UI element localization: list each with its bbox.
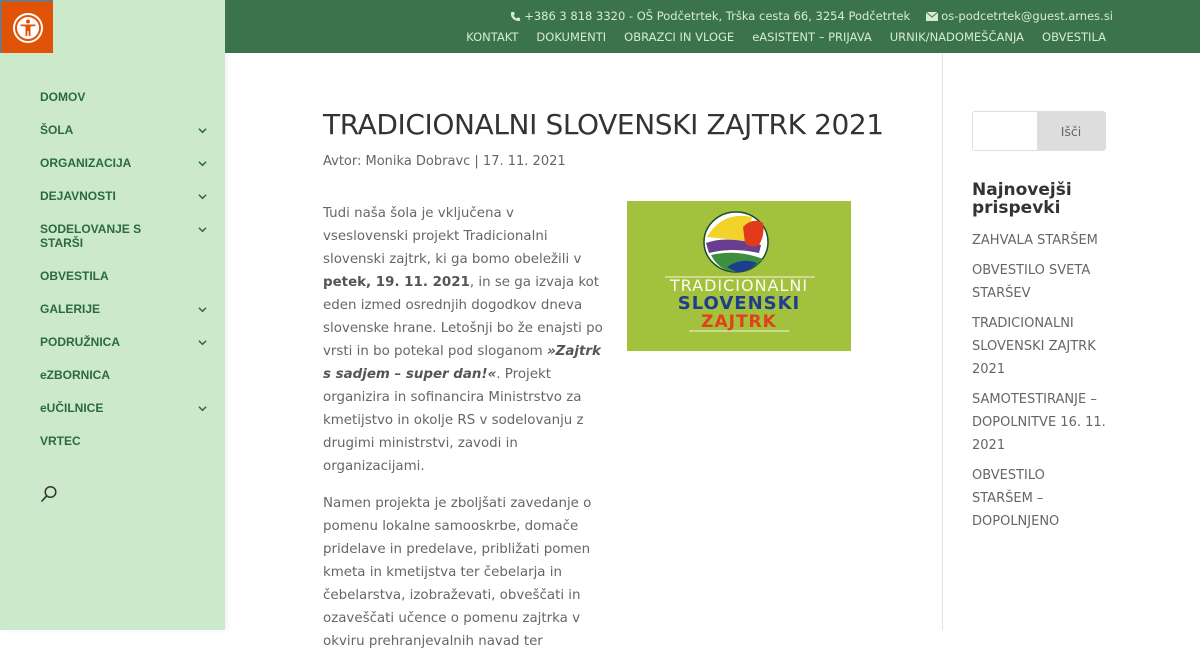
- sidebar-item-label: SODELOVANJE S STARŠI: [40, 222, 142, 250]
- chevron-down-icon[interactable]: [198, 338, 207, 347]
- top-nav-obrazci[interactable]: OBRAZCI IN VLOGE: [624, 30, 735, 44]
- chevron-down-icon[interactable]: [198, 126, 207, 135]
- text: , in se ga izvaja kot eden izmed osrednjih dogodkov dneva slovenske hrane. Letošnji bo že enajsti po vrsti in bo potekal pod sloganom: [323, 275, 603, 359]
- top-nav-dokumenti[interactable]: DOKUMENTI: [536, 30, 607, 44]
- sidebar-item-obvestila[interactable]: [40, 269, 210, 283]
- sidebar-item-label: ORGANIZACIJA: [40, 156, 132, 170]
- sidebar-item-vrtec[interactable]: [40, 434, 210, 448]
- slogan: »Zajtrk s sadjem – super dan!«: [323, 344, 601, 382]
- sidebar-item-label: eUČILNICE: [40, 401, 104, 415]
- recent-posts-list: [972, 229, 1107, 533]
- content-divider: [942, 53, 943, 630]
- post-body: [323, 202, 603, 667]
- sidebar-item-label: VRTEC: [40, 434, 81, 448]
- sidebar-item-label: PODRUŽNICA: [40, 335, 120, 349]
- sidebar-nav: [40, 90, 210, 467]
- email-icon: [926, 12, 938, 21]
- sidebar-item-label: eZBORNICA: [40, 368, 111, 382]
- text: . Projekt organizira in sofinancira Ministrstvo za kmetijstvo in okolje RS v sodelovanju z drugimi ministrstvi, zavodi in organizacijami.: [323, 367, 584, 474]
- contact-info: [510, 9, 1113, 23]
- sidebar-item-label: OBVESTILA: [40, 269, 109, 283]
- right-sidebar: [972, 111, 1107, 540]
- recent-post-link[interactable]: OBVESTILO STARŠEM – DOPOLNJENO: [972, 468, 1060, 529]
- sidebar-item-domov[interactable]: [40, 90, 210, 104]
- contact-text: +386 3 818 3320 - OŠ Podčetrtek, Trška cesta 66, 3254 Podčetrtek: [524, 9, 911, 23]
- event-date: petek, 19. 11. 2021: [323, 275, 470, 290]
- sidebar-item-sodelovanje[interactable]: [40, 222, 210, 250]
- sidebar-item-organizacija[interactable]: [40, 156, 210, 170]
- page-title: TRADICIONALNI SLOVENSKI ZAJTRK 2021: [323, 108, 884, 141]
- chevron-down-icon[interactable]: [198, 404, 207, 413]
- recent-post-link[interactable]: OBVESTILO SVETA STARŠEV: [972, 263, 1091, 301]
- sidebar-item-dejavnosti[interactable]: [40, 189, 210, 203]
- chevron-down-icon[interactable]: [198, 159, 207, 168]
- sidebar-item-label: GALERIJE: [40, 302, 101, 316]
- logo-line-1: TRADICIONALNI: [669, 276, 809, 295]
- post-meta: Avtor: Monika Dobravc | 17. 11. 2021: [323, 154, 566, 169]
- recent-post-link[interactable]: ZAHVALA STARŠEM: [972, 233, 1098, 248]
- sidebar: [0, 0, 225, 630]
- search-icon[interactable]: [40, 485, 58, 503]
- email-link[interactable]: os-podcetrtek@guest.arnes.si: [941, 9, 1113, 23]
- sidebar-item-label: ŠOLA: [40, 123, 74, 137]
- accessibility-icon: [12, 12, 44, 44]
- top-nav-kontakt[interactable]: KONTAKT: [466, 30, 519, 44]
- sidebar-item-sola[interactable]: [40, 123, 210, 137]
- top-nav-urnik[interactable]: URNIK/NADOMEŠČANJA: [889, 30, 1025, 44]
- sidebar-item-podruznica[interactable]: [40, 335, 210, 349]
- chevron-down-icon[interactable]: [198, 192, 207, 201]
- logo-line-2: SLOVENSKI: [677, 293, 801, 314]
- sidebar-item-ezbornica[interactable]: [40, 368, 210, 382]
- zajtrk-logo-image: [627, 201, 851, 351]
- text: Tudi naša šola je vključena v vseslovenski projekt Tradicionalni slovenski zajtrk, ki ga bomo obeležili v: [323, 206, 582, 267]
- logo-line-3: ZAJTRK: [701, 312, 777, 332]
- paragraph-2: Namen projekta je zboljšati zavedanje o pomenu lokalne samooskrbe, domače pridelave in predelave, približati pomen kmeta in kmetijstva ter čebelarja in čebelarstva, izobraževati, obveščati in ozaveščati učence o pomenu zajtrka v okviru prehranjevalnih navad ter: [323, 496, 592, 649]
- sidebar-item-galerije[interactable]: [40, 302, 210, 316]
- top-nav-easistent[interactable]: eASISTENT – PRIJAVA: [752, 30, 872, 44]
- recent-post-link[interactable]: TRADICIONALNI SLOVENSKI ZAJTRK 2021: [972, 316, 1096, 377]
- sidebar-item-label: DEJAVNOSTI: [40, 189, 116, 203]
- chevron-down-icon[interactable]: [198, 225, 207, 234]
- widget-title: Najnovejši prispevki: [972, 180, 1072, 218]
- top-header: [225, 0, 1200, 53]
- top-nav: [466, 30, 1106, 44]
- chevron-down-icon[interactable]: [198, 305, 207, 314]
- search-input[interactable]: [973, 112, 1037, 150]
- paragraph-1: [323, 202, 603, 478]
- search-form: [972, 111, 1106, 151]
- phone-icon: [510, 11, 521, 22]
- sidebar-item-label: DOMOV: [40, 90, 86, 104]
- top-nav-obvestila[interactable]: OBVESTILA: [1042, 30, 1106, 44]
- recent-post-link[interactable]: SAMOTESTIRANJE – DOPOLNITVE 16. 11. 2021: [972, 392, 1106, 453]
- search-button[interactable]: Išči: [1037, 112, 1105, 150]
- accessibility-button[interactable]: [0, 0, 53, 53]
- sidebar-item-eucilnice[interactable]: [40, 401, 210, 415]
